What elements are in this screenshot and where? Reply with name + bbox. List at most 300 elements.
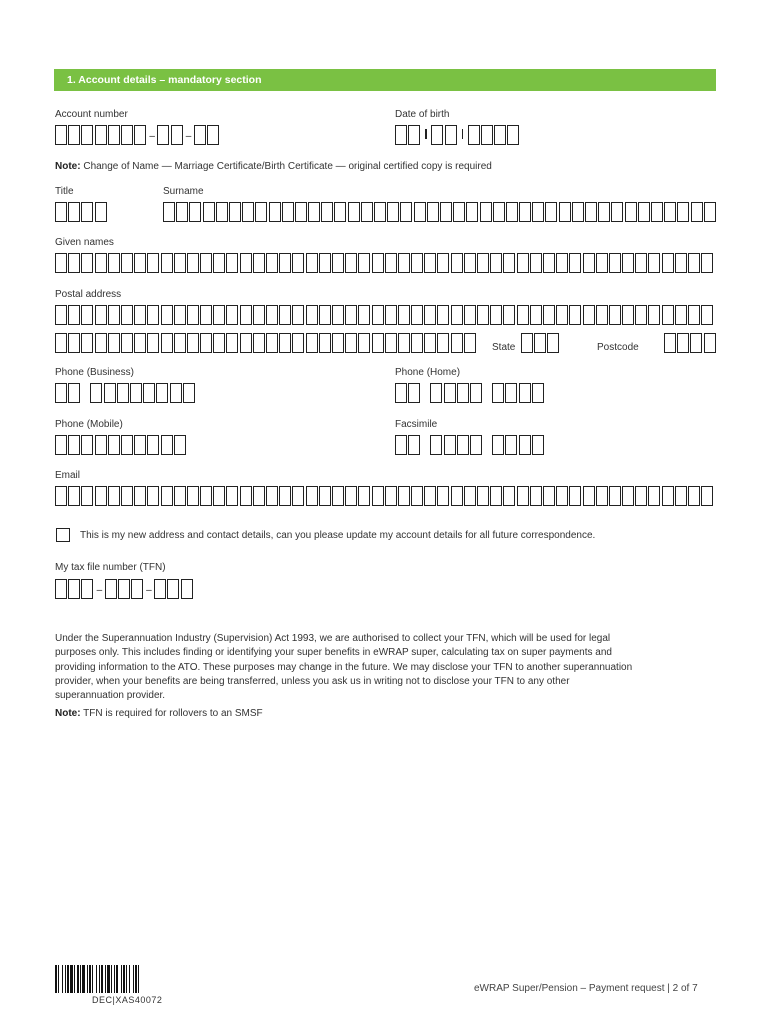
character-box[interactable] <box>306 253 318 273</box>
character-box[interactable] <box>147 253 159 273</box>
character-box[interactable] <box>395 383 407 403</box>
character-box[interactable] <box>345 333 357 353</box>
character-box[interactable] <box>121 435 133 455</box>
character-box[interactable] <box>477 305 489 325</box>
character-box[interactable] <box>490 486 502 506</box>
character-box[interactable] <box>147 305 159 325</box>
character-box[interactable] <box>569 253 581 273</box>
character-box[interactable] <box>505 383 517 403</box>
character-box[interactable] <box>174 253 186 273</box>
character-box[interactable] <box>521 333 533 353</box>
character-box[interactable] <box>398 333 410 353</box>
character-box[interactable] <box>279 333 291 353</box>
character-box[interactable] <box>95 253 107 273</box>
character-box[interactable] <box>240 305 252 325</box>
character-box[interactable] <box>611 202 623 222</box>
character-box[interactable] <box>279 486 291 506</box>
character-box[interactable] <box>161 486 173 506</box>
character-box[interactable] <box>131 579 143 599</box>
character-box[interactable] <box>398 305 410 325</box>
character-box[interactable] <box>701 253 713 273</box>
character-box[interactable] <box>648 486 660 506</box>
character-box[interactable] <box>609 305 621 325</box>
character-box[interactable] <box>445 125 457 145</box>
character-box[interactable] <box>345 486 357 506</box>
character-box[interactable] <box>134 125 146 145</box>
character-box[interactable] <box>424 305 436 325</box>
postal-address-line-1[interactable] <box>55 305 714 327</box>
character-box[interactable] <box>648 253 660 273</box>
character-box[interactable] <box>372 333 384 353</box>
character-box[interactable] <box>635 486 647 506</box>
character-box[interactable] <box>664 333 676 353</box>
character-box[interactable] <box>464 486 476 506</box>
character-box[interactable] <box>675 253 687 273</box>
character-box[interactable] <box>68 305 80 325</box>
character-box[interactable] <box>457 383 469 403</box>
character-box[interactable] <box>253 333 265 353</box>
character-box[interactable] <box>108 305 120 325</box>
character-box[interactable] <box>543 486 555 506</box>
character-box[interactable] <box>187 305 199 325</box>
phone-mobile-field[interactable] <box>55 435 187 457</box>
character-box[interactable] <box>55 435 67 455</box>
character-box[interactable] <box>334 202 346 222</box>
character-box[interactable] <box>431 125 443 145</box>
character-box[interactable] <box>134 435 146 455</box>
character-box[interactable] <box>387 202 399 222</box>
character-box[interactable] <box>319 486 331 506</box>
character-box[interactable] <box>292 333 304 353</box>
character-box[interactable] <box>372 253 384 273</box>
character-box[interactable] <box>440 202 452 222</box>
character-box[interactable] <box>266 253 278 273</box>
character-box[interactable] <box>95 486 107 506</box>
character-box[interactable] <box>68 125 80 145</box>
character-box[interactable] <box>385 305 397 325</box>
character-box[interactable] <box>596 305 608 325</box>
account-number-field[interactable] <box>55 125 220 147</box>
character-box[interactable] <box>505 435 517 455</box>
character-box[interactable] <box>691 202 703 222</box>
character-box[interactable] <box>437 486 449 506</box>
character-box[interactable] <box>648 305 660 325</box>
character-box[interactable] <box>55 383 67 403</box>
character-box[interactable] <box>213 333 225 353</box>
character-box[interactable] <box>408 383 420 403</box>
character-box[interactable] <box>130 383 142 403</box>
character-box[interactable] <box>121 305 133 325</box>
character-box[interactable] <box>503 305 515 325</box>
character-box[interactable] <box>200 253 212 273</box>
character-box[interactable] <box>240 333 252 353</box>
character-box[interactable] <box>348 202 360 222</box>
title-field[interactable] <box>55 202 108 224</box>
character-box[interactable] <box>134 486 146 506</box>
character-box[interactable] <box>121 486 133 506</box>
character-box[interactable] <box>240 253 252 273</box>
character-box[interactable] <box>332 333 344 353</box>
character-box[interactable] <box>517 486 529 506</box>
character-box[interactable] <box>174 486 186 506</box>
character-box[interactable] <box>493 202 505 222</box>
character-box[interactable] <box>424 486 436 506</box>
character-box[interactable] <box>143 383 155 403</box>
character-box[interactable] <box>161 333 173 353</box>
character-box[interactable] <box>480 202 492 222</box>
character-box[interactable] <box>530 253 542 273</box>
character-box[interactable] <box>532 435 544 455</box>
character-box[interactable] <box>306 333 318 353</box>
character-box[interactable] <box>68 435 80 455</box>
character-box[interactable] <box>200 305 212 325</box>
character-box[interactable] <box>688 305 700 325</box>
character-box[interactable] <box>468 125 480 145</box>
character-box[interactable] <box>207 125 219 145</box>
character-box[interactable] <box>598 202 610 222</box>
character-box[interactable] <box>200 333 212 353</box>
character-box[interactable] <box>189 202 201 222</box>
character-box[interactable] <box>675 305 687 325</box>
character-box[interactable] <box>255 202 267 222</box>
facsimile-field[interactable] <box>395 435 545 457</box>
character-box[interactable] <box>81 579 93 599</box>
character-box[interactable] <box>547 333 559 353</box>
character-box[interactable] <box>156 383 168 403</box>
character-box[interactable] <box>55 125 67 145</box>
character-box[interactable] <box>374 202 386 222</box>
character-box[interactable] <box>68 202 80 222</box>
character-box[interactable] <box>543 253 555 273</box>
character-box[interactable] <box>345 305 357 325</box>
character-box[interactable] <box>451 253 463 273</box>
character-box[interactable] <box>688 253 700 273</box>
character-box[interactable] <box>55 486 67 506</box>
character-box[interactable] <box>451 486 463 506</box>
character-box[interactable] <box>556 305 568 325</box>
character-box[interactable] <box>95 435 107 455</box>
character-box[interactable] <box>662 253 674 273</box>
character-box[interactable] <box>704 333 716 353</box>
character-box[interactable] <box>444 435 456 455</box>
character-box[interactable] <box>492 435 504 455</box>
character-box[interactable] <box>213 486 225 506</box>
character-box[interactable] <box>466 202 478 222</box>
character-box[interactable] <box>664 202 676 222</box>
character-box[interactable] <box>332 253 344 273</box>
character-box[interactable] <box>292 486 304 506</box>
character-box[interactable] <box>635 305 647 325</box>
character-box[interactable] <box>55 305 67 325</box>
character-box[interactable] <box>358 486 370 506</box>
character-box[interactable] <box>68 333 80 353</box>
character-box[interactable] <box>81 333 93 353</box>
character-box[interactable] <box>226 305 238 325</box>
character-box[interactable] <box>451 305 463 325</box>
character-box[interactable] <box>411 486 423 506</box>
character-box[interactable] <box>490 305 502 325</box>
character-box[interactable] <box>200 486 212 506</box>
character-box[interactable] <box>411 253 423 273</box>
character-box[interactable] <box>398 253 410 273</box>
character-box[interactable] <box>226 333 238 353</box>
character-box[interactable] <box>583 486 595 506</box>
character-box[interactable] <box>134 253 146 273</box>
character-box[interactable] <box>530 305 542 325</box>
character-box[interactable] <box>68 253 80 273</box>
character-box[interactable] <box>556 253 568 273</box>
character-box[interactable] <box>266 305 278 325</box>
character-box[interactable] <box>625 202 637 222</box>
character-box[interactable] <box>437 253 449 273</box>
character-box[interactable] <box>279 253 291 273</box>
character-box[interactable] <box>530 486 542 506</box>
character-box[interactable] <box>609 486 621 506</box>
character-box[interactable] <box>622 486 634 506</box>
character-box[interactable] <box>117 383 129 403</box>
character-box[interactable] <box>68 383 80 403</box>
character-box[interactable] <box>147 333 159 353</box>
character-box[interactable] <box>701 305 713 325</box>
character-box[interactable] <box>477 486 489 506</box>
character-box[interactable] <box>253 486 265 506</box>
character-box[interactable] <box>583 305 595 325</box>
character-box[interactable] <box>121 253 133 273</box>
character-box[interactable] <box>134 333 146 353</box>
state-field[interactable] <box>521 333 561 355</box>
character-box[interactable] <box>216 202 228 222</box>
character-box[interactable] <box>181 579 193 599</box>
character-box[interactable] <box>187 486 199 506</box>
character-box[interactable] <box>266 333 278 353</box>
character-box[interactable] <box>358 253 370 273</box>
character-box[interactable] <box>167 579 179 599</box>
character-box[interactable] <box>174 333 186 353</box>
character-box[interactable] <box>90 383 102 403</box>
character-box[interactable] <box>55 253 67 273</box>
character-box[interactable] <box>308 202 320 222</box>
character-box[interactable] <box>95 125 107 145</box>
character-box[interactable] <box>319 333 331 353</box>
character-box[interactable] <box>95 202 107 222</box>
character-box[interactable] <box>321 202 333 222</box>
character-box[interactable] <box>229 202 241 222</box>
character-box[interactable] <box>121 125 133 145</box>
character-box[interactable] <box>95 333 107 353</box>
character-box[interactable] <box>477 253 489 273</box>
character-box[interactable] <box>213 305 225 325</box>
date-of-birth-field[interactable] <box>395 125 521 147</box>
character-box[interactable] <box>662 305 674 325</box>
character-box[interactable] <box>108 333 120 353</box>
character-box[interactable] <box>470 435 482 455</box>
character-box[interactable] <box>55 579 67 599</box>
character-box[interactable] <box>481 125 493 145</box>
character-box[interactable] <box>372 305 384 325</box>
character-box[interactable] <box>187 253 199 273</box>
character-box[interactable] <box>464 253 476 273</box>
character-box[interactable] <box>411 305 423 325</box>
character-box[interactable] <box>121 333 133 353</box>
character-box[interactable] <box>242 202 254 222</box>
character-box[interactable] <box>408 125 420 145</box>
character-box[interactable] <box>157 125 169 145</box>
character-box[interactable] <box>385 333 397 353</box>
character-box[interactable] <box>163 202 175 222</box>
character-box[interactable] <box>395 125 407 145</box>
character-box[interactable] <box>609 253 621 273</box>
character-box[interactable] <box>81 305 93 325</box>
character-box[interactable] <box>68 579 80 599</box>
postcode-field[interactable] <box>664 333 717 355</box>
character-box[interactable] <box>519 435 531 455</box>
surname-field[interactable] <box>163 202 717 224</box>
character-box[interactable] <box>81 125 93 145</box>
character-box[interactable] <box>464 305 476 325</box>
character-box[interactable] <box>534 333 546 353</box>
character-box[interactable] <box>400 202 412 222</box>
character-box[interactable] <box>424 253 436 273</box>
character-box[interactable] <box>213 253 225 273</box>
character-box[interactable] <box>319 253 331 273</box>
character-box[interactable] <box>572 202 584 222</box>
character-box[interactable] <box>108 125 120 145</box>
character-box[interactable] <box>194 125 206 145</box>
character-box[interactable] <box>569 305 581 325</box>
character-box[interactable] <box>332 486 344 506</box>
character-box[interactable] <box>414 202 426 222</box>
character-box[interactable] <box>134 305 146 325</box>
character-box[interactable] <box>494 125 506 145</box>
tfn-field[interactable] <box>55 579 194 601</box>
character-box[interactable] <box>183 383 195 403</box>
character-box[interactable] <box>688 486 700 506</box>
character-box[interactable] <box>81 202 93 222</box>
character-box[interactable] <box>470 383 482 403</box>
character-box[interactable] <box>622 253 634 273</box>
character-box[interactable] <box>108 435 120 455</box>
character-box[interactable] <box>306 305 318 325</box>
character-box[interactable] <box>266 486 278 506</box>
character-box[interactable] <box>161 253 173 273</box>
character-box[interactable] <box>635 253 647 273</box>
character-box[interactable] <box>690 333 702 353</box>
character-box[interactable] <box>675 486 687 506</box>
character-box[interactable] <box>451 333 463 353</box>
character-box[interactable] <box>408 435 420 455</box>
character-box[interactable] <box>596 253 608 273</box>
character-box[interactable] <box>319 305 331 325</box>
character-box[interactable] <box>295 202 307 222</box>
character-box[interactable] <box>279 305 291 325</box>
character-box[interactable] <box>398 486 410 506</box>
character-box[interactable] <box>292 253 304 273</box>
character-box[interactable] <box>108 253 120 273</box>
character-box[interactable] <box>55 333 67 353</box>
character-box[interactable] <box>332 305 344 325</box>
character-box[interactable] <box>81 253 93 273</box>
character-box[interactable] <box>154 579 166 599</box>
character-box[interactable] <box>457 435 469 455</box>
character-box[interactable] <box>95 305 107 325</box>
character-box[interactable] <box>147 435 159 455</box>
character-box[interactable] <box>147 486 159 506</box>
character-box[interactable] <box>532 383 544 403</box>
character-box[interactable] <box>622 305 634 325</box>
character-box[interactable] <box>519 383 531 403</box>
character-box[interactable] <box>507 125 519 145</box>
character-box[interactable] <box>269 202 281 222</box>
character-box[interactable] <box>585 202 597 222</box>
character-box[interactable] <box>161 435 173 455</box>
character-box[interactable] <box>372 486 384 506</box>
character-box[interactable] <box>361 202 373 222</box>
character-box[interactable] <box>174 305 186 325</box>
character-box[interactable] <box>176 202 188 222</box>
character-box[interactable] <box>437 305 449 325</box>
character-box[interactable] <box>492 383 504 403</box>
character-box[interactable] <box>358 305 370 325</box>
character-box[interactable] <box>424 333 436 353</box>
character-box[interactable] <box>517 253 529 273</box>
character-box[interactable] <box>583 253 595 273</box>
character-box[interactable] <box>701 486 713 506</box>
character-box[interactable] <box>253 253 265 273</box>
postal-address-line-2[interactable] <box>55 333 477 355</box>
character-box[interactable] <box>556 486 568 506</box>
email-field[interactable] <box>55 486 714 508</box>
character-box[interactable] <box>430 383 442 403</box>
character-box[interactable] <box>358 333 370 353</box>
character-box[interactable] <box>171 125 183 145</box>
character-box[interactable] <box>55 202 67 222</box>
character-box[interactable] <box>81 435 93 455</box>
character-box[interactable] <box>187 333 199 353</box>
character-box[interactable] <box>453 202 465 222</box>
character-box[interactable] <box>569 486 581 506</box>
character-box[interactable] <box>430 435 442 455</box>
character-box[interactable] <box>253 305 265 325</box>
character-box[interactable] <box>517 305 529 325</box>
character-box[interactable] <box>118 579 130 599</box>
character-box[interactable] <box>427 202 439 222</box>
character-box[interactable] <box>282 202 294 222</box>
character-box[interactable] <box>345 253 357 273</box>
character-box[interactable] <box>437 333 449 353</box>
character-box[interactable] <box>81 486 93 506</box>
character-box[interactable] <box>226 253 238 273</box>
character-box[interactable] <box>292 305 304 325</box>
character-box[interactable] <box>506 202 518 222</box>
character-box[interactable] <box>545 202 557 222</box>
character-box[interactable] <box>385 253 397 273</box>
character-box[interactable] <box>226 486 238 506</box>
character-box[interactable] <box>503 253 515 273</box>
update-details-checkbox[interactable] <box>56 528 70 542</box>
phone-home-field[interactable] <box>395 383 545 405</box>
character-box[interactable] <box>677 202 689 222</box>
character-box[interactable] <box>306 486 318 506</box>
character-box[interactable] <box>170 383 182 403</box>
character-box[interactable] <box>662 486 674 506</box>
character-box[interactable] <box>108 486 120 506</box>
character-box[interactable] <box>240 486 252 506</box>
character-box[interactable] <box>395 435 407 455</box>
character-box[interactable] <box>519 202 531 222</box>
character-box[interactable] <box>704 202 716 222</box>
character-box[interactable] <box>503 486 515 506</box>
character-box[interactable] <box>174 435 186 455</box>
